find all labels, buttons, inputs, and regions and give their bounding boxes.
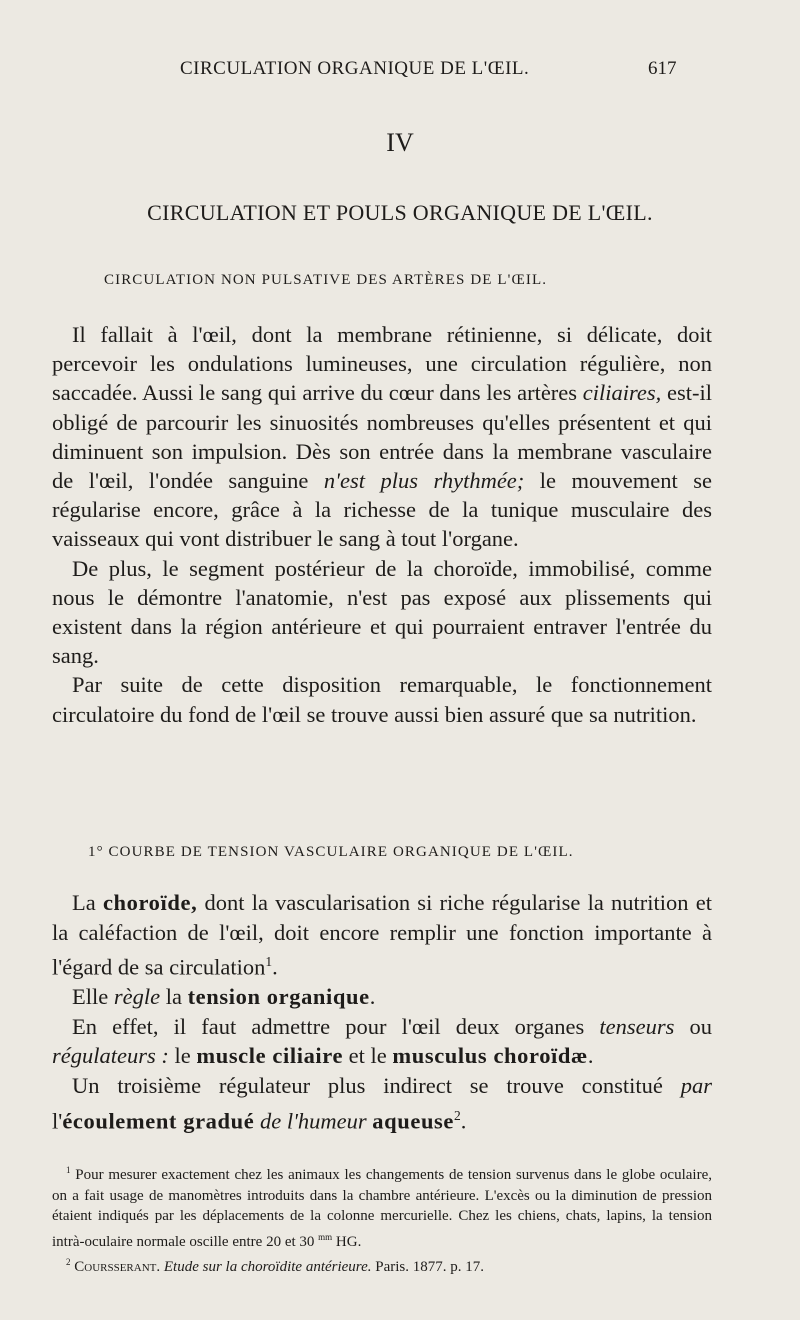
italic-text: règle xyxy=(113,984,161,1010)
running-title: CIRCULATION ORGANIQUE DE L'ŒIL. xyxy=(180,58,530,79)
footnote xyxy=(52,1160,712,1252)
footnote-ref: 1 xyxy=(265,954,273,970)
italic-text: par xyxy=(680,1073,712,1099)
text-run: et le xyxy=(343,1043,393,1069)
subsection-title: CIRCULATION NON PULSATIVE DES ARTÈRES DE L'ŒIL. xyxy=(104,272,548,288)
bold-text: choroïde, xyxy=(102,890,198,915)
italic-text: régulateurs : xyxy=(52,1043,169,1069)
italic-text: tenseurs xyxy=(599,1013,675,1039)
running-head xyxy=(0,58,800,88)
paragraph xyxy=(52,320,712,554)
footnotes xyxy=(52,1160,712,1278)
section-number: IV xyxy=(386,128,414,157)
paragraph: De plus, le segment postérieur de la choroïde, immobilisé, comme nous le démontre l'anatomie, n'est pas exposé aux plissements qui existent dans la région antérieure et qui pourraient entraver l'entrée du sang. xyxy=(52,555,712,669)
text-run: . xyxy=(460,1108,467,1134)
footnote-text: HG. xyxy=(332,1233,362,1250)
footnote-mark: 2 xyxy=(66,1257,71,1267)
footnote-text: Paris. 1877. p. 17. xyxy=(371,1259,484,1275)
footnote-author: Coursserant. xyxy=(70,1259,161,1275)
body-text-2 xyxy=(52,888,712,1136)
bold-text: aqueuse xyxy=(372,1108,455,1134)
text-run: est-il obligé de parcourir les sinuosités nombreuses qu'elles présentent et qui diminuent son impulsion. Dès son entrée dans la membrane vasculaire de l'œil, l'ondée sanguine xyxy=(52,380,712,494)
text-run: En effet, il faut admettre pour l'œil deux organes xyxy=(72,1013,600,1039)
text-run: ou xyxy=(674,1013,713,1039)
text-run: la xyxy=(160,984,188,1010)
text-run: le xyxy=(168,1043,197,1069)
text-run: l' xyxy=(52,1108,63,1134)
text-run: La xyxy=(72,890,103,915)
italic-text: de l'humeur xyxy=(254,1108,373,1134)
bold-text: écoulement gradué xyxy=(62,1108,255,1134)
text-run: Un troisième régulateur plus indirect se trouve constitué xyxy=(72,1073,681,1099)
paragraph xyxy=(52,1012,712,1071)
text-run: dont la vascularisation si riche régularise la nutrition et la caléfaction de l'œil, doit encore remplir une fonction importante à l'égard de sa circulation xyxy=(52,890,712,980)
text-run: . xyxy=(369,984,376,1010)
paragraph: Par suite de cette disposition remarquable, le fonctionnement circulatoire du fond de l'œil se trouve aussi bien assuré que sa nutrition. xyxy=(52,672,712,727)
paragraph xyxy=(52,888,712,982)
footnote-mark: 1 xyxy=(66,1165,71,1175)
paragraph xyxy=(52,1071,712,1136)
text-run: . xyxy=(587,1043,594,1069)
text-run: Il fallait à l'œil, dont la membrane rétinienne, si délicate, doit percevoir les ondulations lumineuses, une circulation régulière, non saccadée. Aussi le sang qui arrive du cœur dans les artères xyxy=(52,322,712,406)
text-run: Elle xyxy=(72,984,114,1010)
bold-text: tension organique xyxy=(187,984,370,1010)
subsection-title-2: 1° COURBE DE TENSION VASCULAIRE ORGANIQUE DE L'ŒIL. xyxy=(88,844,574,860)
footnote xyxy=(52,1252,712,1278)
text-run: . xyxy=(272,954,278,980)
bold-text: musculus choroïdæ xyxy=(392,1043,588,1069)
italic-text: n'est plus rhythmée; xyxy=(323,468,525,494)
footnote-text: Pour mesurer exactement chez les animaux les changements de tension survenus dans le globe oculaire, on a fait usage de manomètres introduits dans la chambre antérieure. L'excès ou la diminution de pression étaient indiqués par les déplacements de la colonne mercurielle. Chez les chiens, chats, lapins, la tension intrà-oculaire normale oscille entre 20 et 30 xyxy=(52,1167,712,1250)
italic-text: ciliaires, xyxy=(582,380,662,406)
text-run: le mouvement se régularise encore, grâce à la richesse de la tunique musculaire des vaisseaux qui vont distribuer le sang à tout l'organe. xyxy=(52,468,712,552)
body-text xyxy=(52,320,712,729)
section-title: CIRCULATION ET POULS ORGANIQUE DE L'ŒIL. xyxy=(147,200,653,225)
footnote-ref: 2 xyxy=(454,1107,461,1123)
bold-text: muscle ciliaire xyxy=(196,1043,344,1069)
unit-superscript: mm xyxy=(318,1231,333,1242)
page-number: 617 xyxy=(648,58,677,79)
paragraph xyxy=(52,982,712,1012)
footnote-title: Etude sur la choroïdite antérieure. xyxy=(160,1259,372,1275)
